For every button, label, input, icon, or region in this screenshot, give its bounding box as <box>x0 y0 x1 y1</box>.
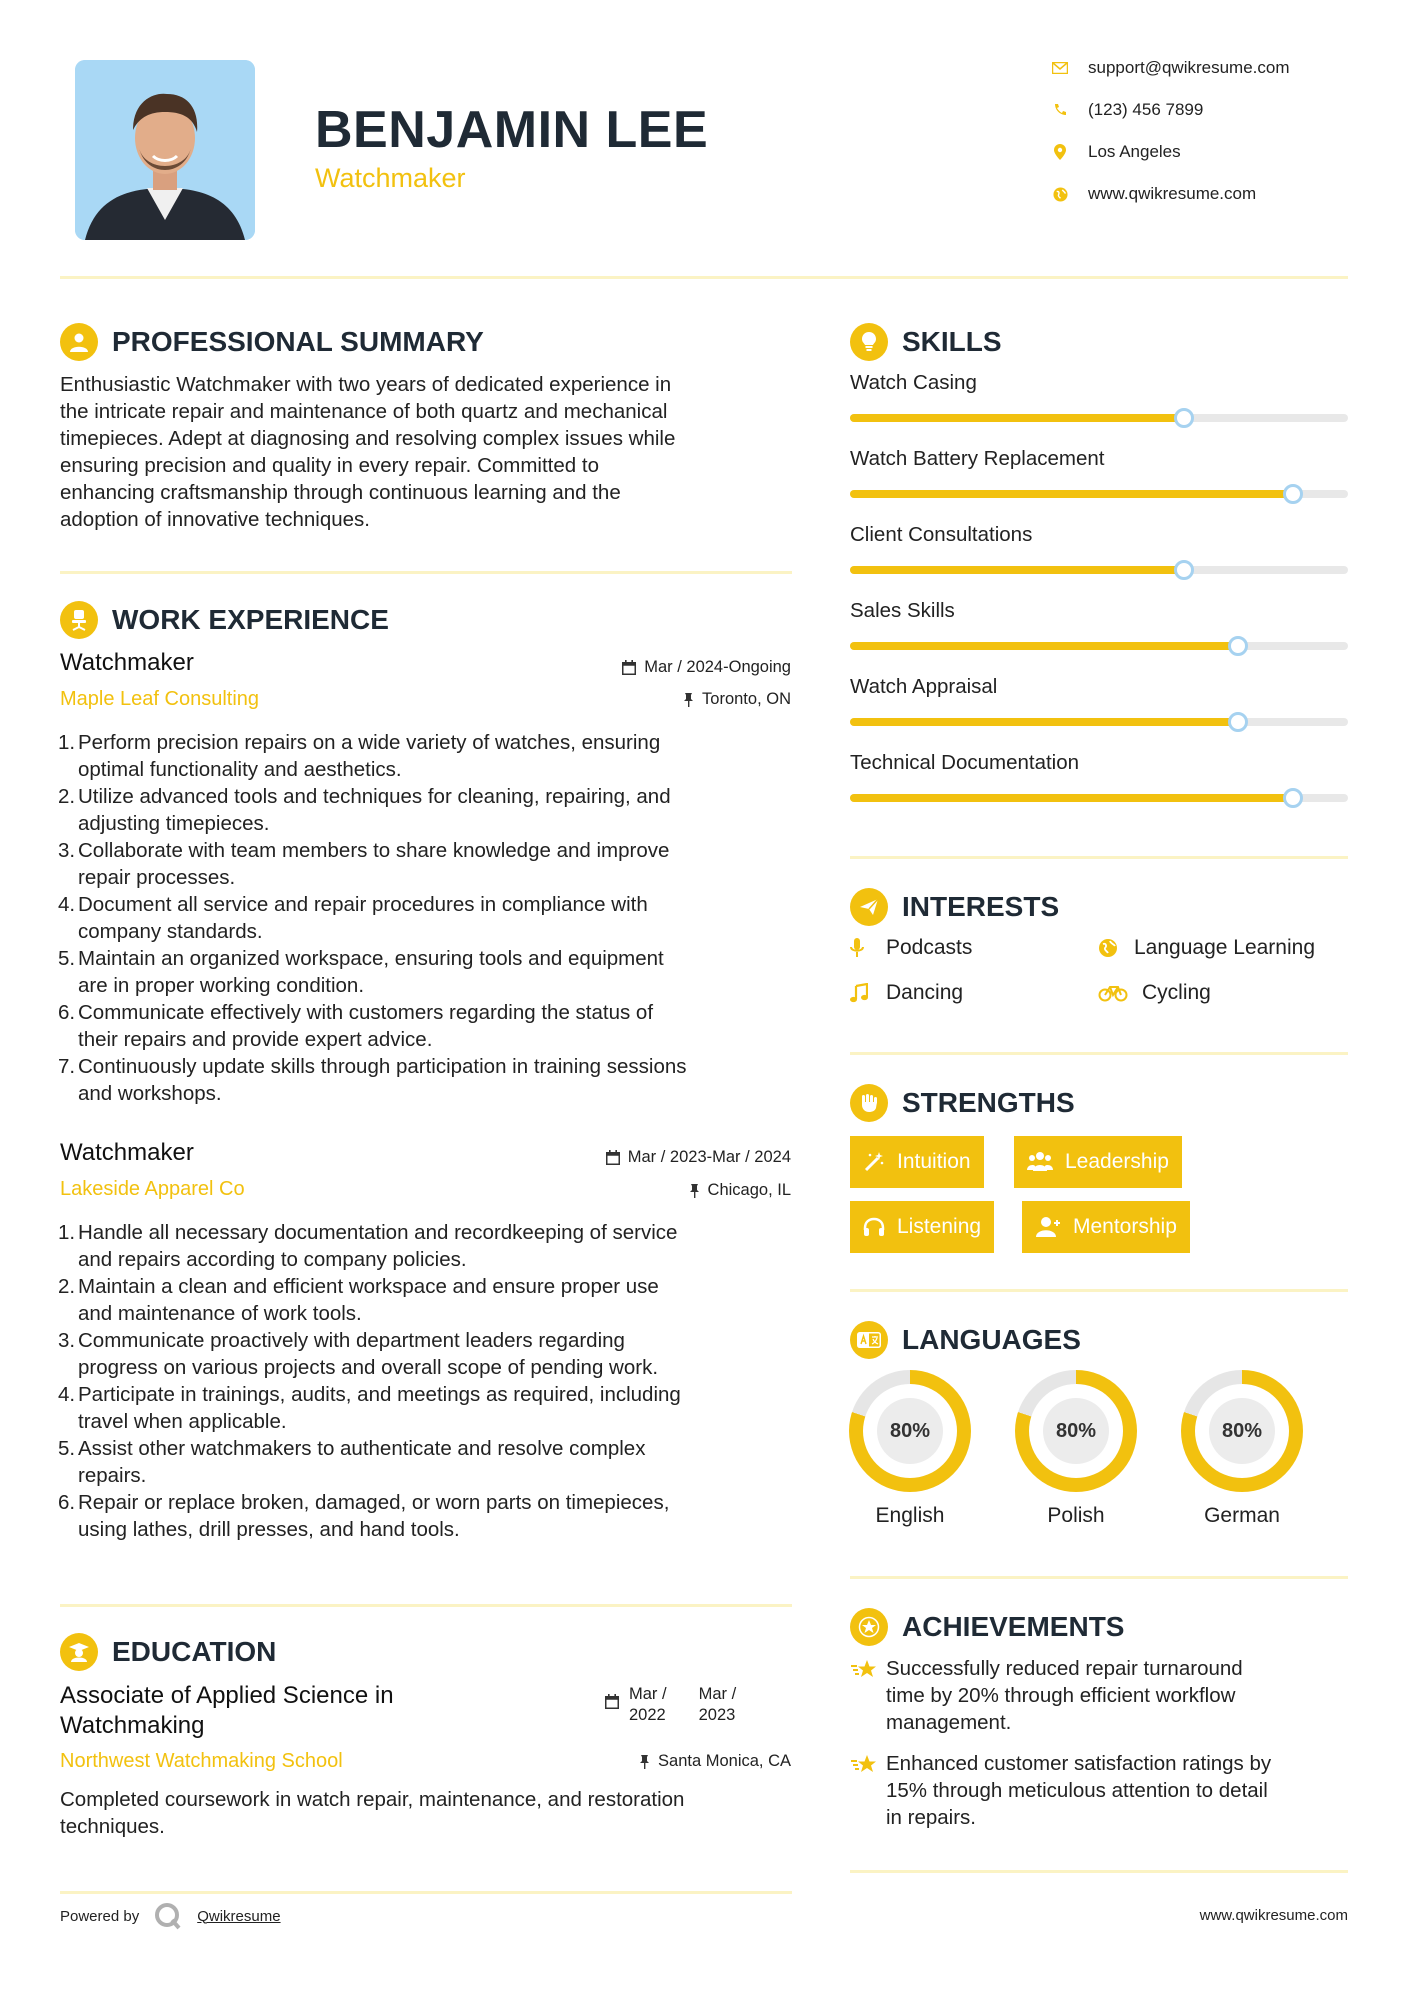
headphones-icon <box>863 1217 885 1237</box>
degree-title <box>60 1681 394 1741</box>
interests-divider <box>850 1052 1348 1055</box>
magic-wand-icon <box>863 1151 885 1173</box>
job-location-text: Toronto, ON <box>702 690 791 708</box>
star-icon <box>850 1750 886 1831</box>
education-start: Mar / <box>629 1685 667 1703</box>
skill-label: Sales Skills <box>850 599 955 622</box>
skill-bar <box>850 718 1348 726</box>
job-dates <box>500 1148 791 1167</box>
education-title: EDUCATION <box>112 1636 277 1667</box>
interest-item <box>1098 936 1315 960</box>
summary-line: adoption of innovative techniques. <box>60 508 371 531</box>
education-description <box>60 1786 800 1840</box>
skill-bar-knob <box>1228 712 1248 732</box>
job-company: Maple Leaf Consulting <box>60 688 260 710</box>
strengths-title: STRENGTHS <box>902 1087 1075 1118</box>
education-end: Mar / <box>698 1685 737 1703</box>
contact-phone <box>1050 100 1350 120</box>
skill-bar <box>850 566 1348 574</box>
achievement-line: Successfully reduced repair turnaround <box>886 1657 1243 1680</box>
summary-line: timepieces. Adept at diagnosing and resolving complex issues while <box>60 427 676 450</box>
powered-by-label: Powered by <box>60 1907 140 1925</box>
achievement-line: management. <box>886 1711 1012 1734</box>
header-divider <box>60 276 1348 279</box>
interest-item <box>850 936 972 960</box>
office-chair-icon <box>60 601 98 639</box>
language-name: Polish <box>1047 1504 1105 1527</box>
map-pin-icon <box>1050 142 1070 162</box>
language-percent: 80% <box>877 1398 943 1464</box>
job-bullets <box>60 729 800 1107</box>
achievement-item <box>850 1750 1350 1831</box>
interest-label: Cycling <box>1142 981 1211 1004</box>
phone-icon <box>1050 100 1070 120</box>
language-percent: 80% <box>1043 1398 1109 1464</box>
degree-line: Associate of Applied Science in <box>60 1682 394 1709</box>
skill-label: Technical Documentation <box>850 751 1080 774</box>
education-end-year: 2023 <box>698 1706 736 1724</box>
summary-title: PROFESSIONAL SUMMARY <box>112 326 484 357</box>
education-heading <box>60 1633 276 1671</box>
profile-photo <box>75 60 255 240</box>
interests-title: INTERESTS <box>902 891 1060 922</box>
skill-bar-fill <box>850 414 1184 422</box>
globe-icon <box>1098 938 1124 958</box>
globe-icon <box>1050 184 1070 204</box>
interest-label: Podcasts <box>886 936 973 959</box>
paper-plane-icon <box>850 888 888 926</box>
skill-label: Client Consultations <box>850 523 1033 546</box>
interest-label: Language Learning <box>1134 936 1316 959</box>
skill-bar-fill <box>850 718 1238 726</box>
skill-label: Watch Casing <box>850 371 977 394</box>
interest-item <box>1098 981 1211 1005</box>
education-location-text: Santa Monica, CA <box>658 1752 791 1770</box>
contact-location-text: Los Angeles <box>1088 142 1181 161</box>
language-ring <box>1015 1370 1137 1492</box>
contact-email[interactable] <box>1050 58 1350 78</box>
user-plus-icon <box>1035 1216 1061 1238</box>
achievement-line: Enhanced customer satisfaction ratings by <box>886 1752 1272 1775</box>
language-name: German <box>1204 1504 1280 1527</box>
job-company: Lakeside Apparel Co <box>60 1178 245 1200</box>
job-dates-text: Mar / 2023-Mar / 2024 <box>627 1148 791 1166</box>
list-item: 6. Communicate effectively with customers regarding the status of their repairs and provide expert advice. <box>58 1001 654 1051</box>
work-heading <box>60 601 389 639</box>
contact-location <box>1050 142 1350 162</box>
education-description-line: Completed coursework in watch repair, maintenance, and restoration <box>60 1788 685 1811</box>
lightbulb-icon <box>850 323 888 361</box>
language-percent: 80% <box>1209 1398 1275 1464</box>
bicycle-icon <box>1098 984 1132 1002</box>
strength-label: Intuition <box>897 1150 971 1173</box>
education-divider <box>60 1891 792 1894</box>
skill-bar-knob <box>1174 560 1194 580</box>
strengths-divider <box>850 1289 1348 1292</box>
language-name: English <box>875 1504 945 1527</box>
qwikresume-link[interactable]: Qwikresume <box>197 1907 281 1925</box>
achievements-title: ACHIEVEMENTS <box>902 1611 1125 1642</box>
summary-divider <box>60 571 792 574</box>
list-item: 3. Collaborate with team members to share knowledge and improve repair processes. <box>58 839 670 889</box>
list-item: 4. Participate in trainings, audits, and meetings as required, including travel when applicable. <box>58 1383 681 1433</box>
language-item <box>1172 1370 1312 1528</box>
strength-chip <box>850 1136 984 1188</box>
job-bullets <box>60 1219 800 1543</box>
strengths-heading <box>850 1084 1075 1122</box>
languages-heading <box>850 1321 1081 1359</box>
list-item: 2. Maintain a clean and efficient workspace and ensure proper use and maintenance of work tools. <box>58 1275 659 1325</box>
degree-line: Watchmaking <box>60 1712 205 1739</box>
strength-chip <box>1014 1136 1182 1188</box>
skills-divider <box>850 856 1348 859</box>
education-dates <box>605 1684 736 1726</box>
powered-by <box>60 1898 281 1934</box>
contact-website-text: www.qwikresume.com <box>1088 184 1257 203</box>
languages-divider <box>850 1576 1348 1579</box>
skill-bar-fill <box>850 566 1184 574</box>
graduate-icon <box>60 1633 98 1671</box>
achievements-divider <box>850 1870 1348 1873</box>
list-item: 1. Perform precision repairs on a wide variety of watches, ensuring optimal functionality and aesthetics. <box>58 731 661 781</box>
skills-heading <box>850 323 1002 361</box>
music-note-icon <box>850 983 876 1003</box>
strength-chip <box>850 1201 994 1253</box>
job-location <box>500 690 791 709</box>
users-icon <box>1027 1151 1053 1173</box>
education-location <box>500 1752 791 1771</box>
footer-url[interactable]: www.qwikresume.com <box>1199 1907 1348 1924</box>
job-dates-text: Mar / 2024-Ongoing <box>644 658 791 676</box>
pushpin-icon <box>689 1184 700 1198</box>
achievements-heading <box>850 1608 1124 1646</box>
job-dates <box>500 658 791 677</box>
language-ring <box>849 1370 971 1492</box>
summary-text <box>60 371 800 533</box>
language-item <box>1006 1370 1146 1528</box>
skill-label: Watch Battery Replacement <box>850 447 1105 470</box>
list-item: 5. Assist other watchmakers to authenticate and resolve complex repairs. <box>58 1437 646 1487</box>
qwikresume-logo-icon <box>153 1901 183 1931</box>
list-item: 1. Handle all necessary documentation and recordkeeping of service and repairs according to company policies. <box>58 1221 678 1271</box>
star-badge-icon <box>850 1608 888 1646</box>
strength-label: Mentorship <box>1073 1215 1177 1238</box>
work-title: WORK EXPERIENCE <box>112 604 389 635</box>
achievement-line: 15% through meticulous attention to detail <box>886 1779 1268 1802</box>
summary-line: Enthusiastic Watchmaker with two years of dedicated experience in <box>60 373 672 396</box>
summary-line: enhancing craftsmanship through continuous learning and the <box>60 481 621 504</box>
pushpin-icon <box>639 1755 650 1769</box>
list-item: 2. Utilize advanced tools and techniques for cleaning, repairing, and adjusting timepieces. <box>58 785 671 835</box>
skills-title: SKILLS <box>902 326 1002 357</box>
strength-chip <box>1022 1201 1190 1253</box>
language-icon <box>850 1321 888 1359</box>
education-start-year: 2022 <box>629 1706 666 1724</box>
education-description-line: techniques. <box>60 1815 165 1838</box>
skill-bar <box>850 490 1348 498</box>
language-ring <box>1181 1370 1303 1492</box>
interest-item <box>850 981 963 1005</box>
skill-bar <box>850 642 1348 650</box>
skill-bar-fill <box>850 642 1238 650</box>
envelope-icon <box>1050 58 1070 78</box>
language-item <box>840 1370 980 1528</box>
list-item: 7. Continuously update skills through participation in training sessions and workshops. <box>58 1055 687 1105</box>
job-title: Watchmaker <box>60 1139 194 1166</box>
school-name: Northwest Watchmaking School <box>60 1750 343 1772</box>
achievement-line: time by 20% through efficient workflow <box>886 1684 1236 1707</box>
job-location <box>500 1181 791 1200</box>
skill-label: Watch Appraisal <box>850 675 998 698</box>
contact-website[interactable] <box>1050 184 1350 204</box>
languages-title: LANGUAGES <box>902 1324 1081 1355</box>
pushpin-icon <box>683 693 694 707</box>
skill-bar-fill <box>850 490 1293 498</box>
summary-heading <box>60 323 484 361</box>
candidate-title: Watchmaker <box>315 163 466 193</box>
skill-bar-knob <box>1228 636 1248 656</box>
microphone-icon <box>850 938 876 958</box>
skill-bar <box>850 794 1348 802</box>
list-item: 6. Repair or replace broken, damaged, or worn parts on timepieces, using lathes, drill presses, and hand tools. <box>58 1491 670 1541</box>
skill-bar-knob <box>1283 788 1303 808</box>
contact-email-text: support@qwikresume.com <box>1088 58 1290 77</box>
user-icon <box>60 323 98 361</box>
summary-line: ensuring precision and quality in every repair. Committed to <box>60 454 599 477</box>
contact-phone-text: (123) 456 7899 <box>1088 100 1204 119</box>
calendar-icon <box>606 1150 620 1165</box>
achievement-item <box>850 1655 1350 1736</box>
list-item: 5. Maintain an organized workspace, ensuring tools and equipment are in proper working condition. <box>58 947 664 997</box>
strength-label: Leadership <box>1065 1150 1169 1173</box>
summary-line: the intricate repair and maintenance of both quartz and mechanical <box>60 400 668 423</box>
star-icon <box>850 1655 886 1736</box>
calendar-icon <box>622 660 636 675</box>
strength-label: Listening <box>897 1215 982 1238</box>
job-title: Watchmaker <box>60 649 194 676</box>
interests-heading <box>850 888 1059 926</box>
list-item: 3. Communicate proactively with department leaders regarding progress on various projects and overall scope of pending work. <box>58 1329 659 1379</box>
job-location-text: Chicago, IL <box>707 1181 791 1199</box>
skill-bar-knob <box>1174 408 1194 428</box>
skill-bar-fill <box>850 794 1293 802</box>
work-divider <box>60 1604 792 1607</box>
achievement-line: in repairs. <box>886 1806 977 1829</box>
calendar-icon <box>605 1694 619 1709</box>
candidate-name: BENJAMIN LEE <box>315 101 709 159</box>
list-item: 4. Document all service and repair procedures in compliance with company standards. <box>58 893 648 943</box>
fist-icon <box>850 1084 888 1122</box>
skill-bar-knob <box>1283 484 1303 504</box>
interest-label: Dancing <box>886 981 964 1004</box>
skill-bar <box>850 414 1348 422</box>
